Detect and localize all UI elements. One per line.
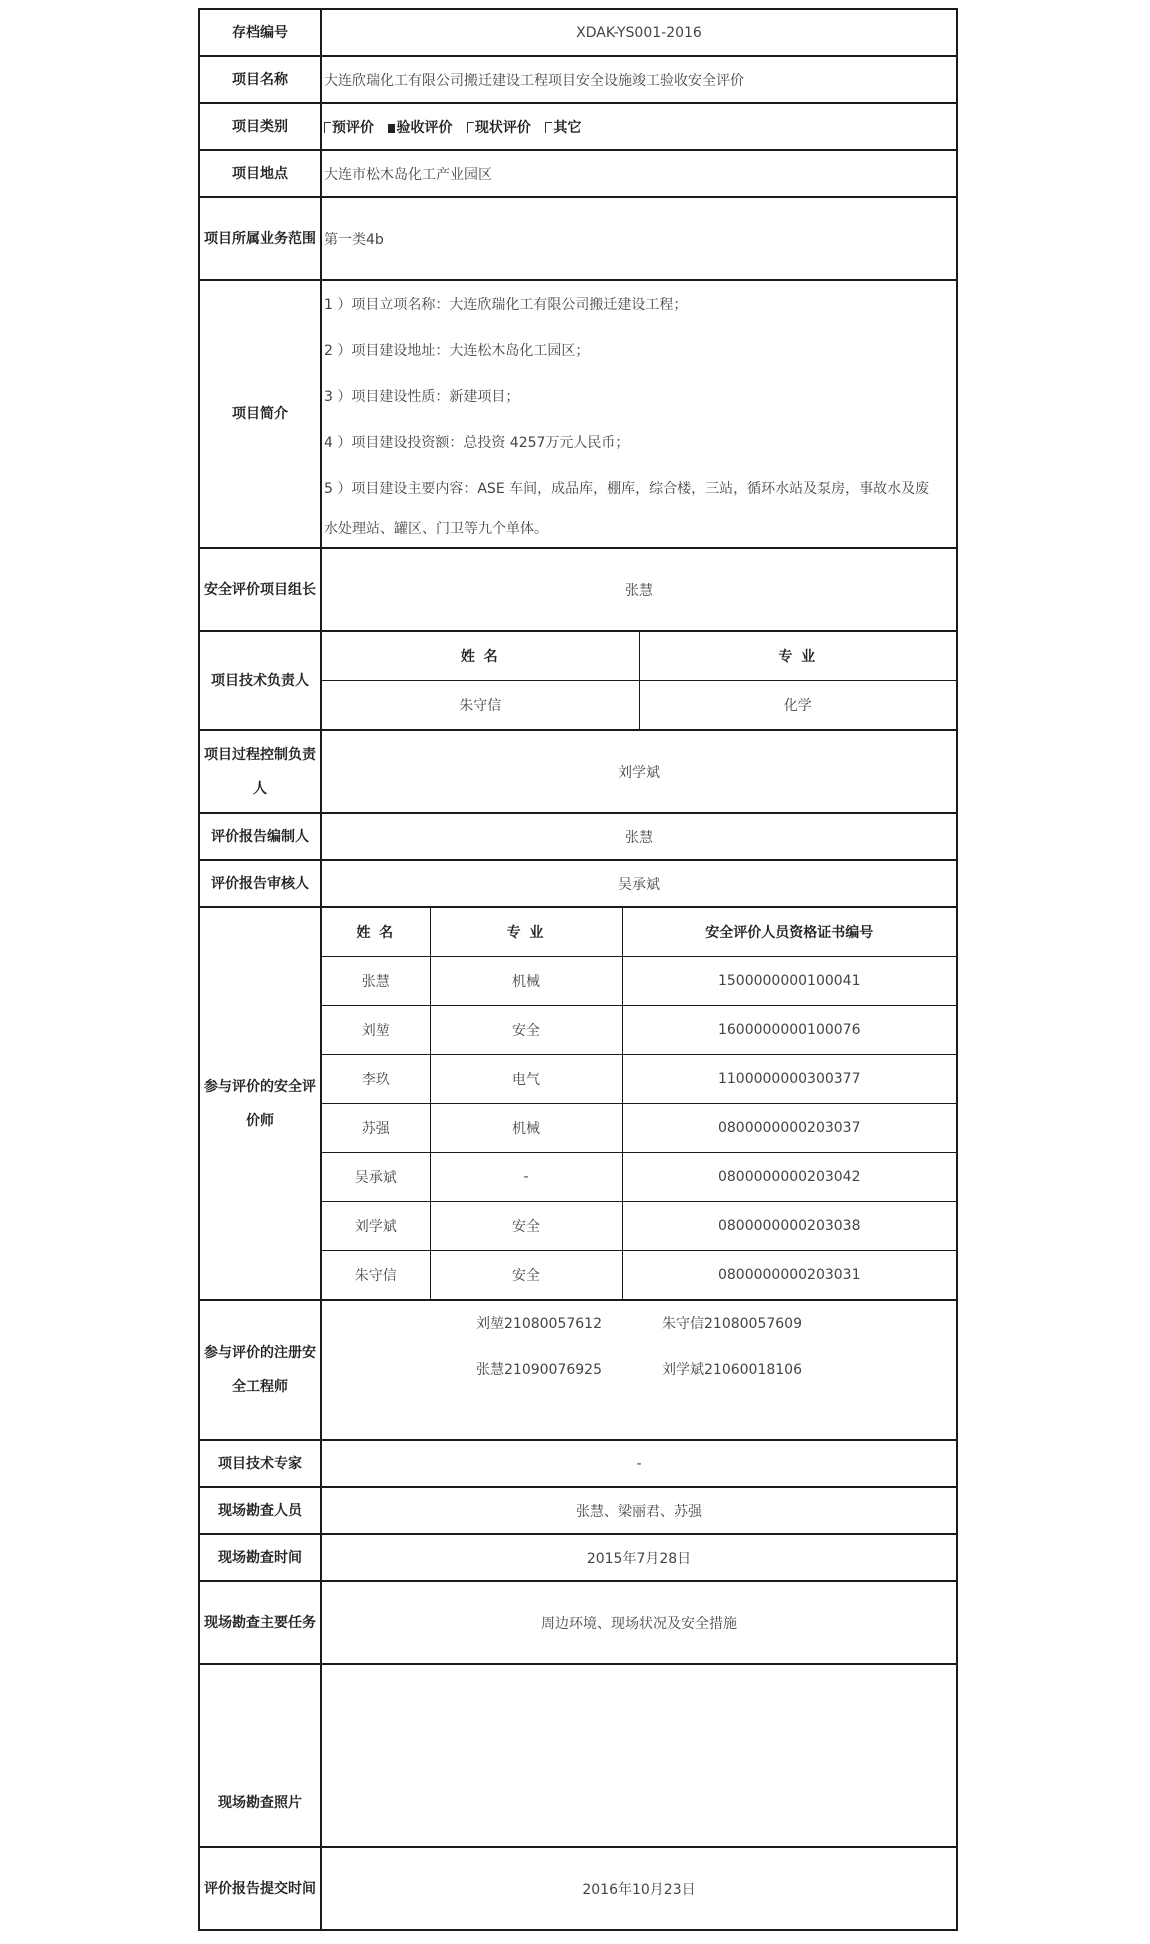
project-location-value: 大连市松木岛化工产业园区 <box>321 150 957 197</box>
tech-lead-name-header: 姓 名 <box>322 632 639 681</box>
report-author-row <box>199 813 957 860</box>
site-task-value: 周边环境、现场状况及安全措施 <box>321 1581 957 1664</box>
evaluator-name-header: 姓 名 <box>322 908 430 957</box>
evaluator-name: 朱守信 <box>322 1251 430 1300</box>
project-intro-content <box>321 280 957 548</box>
evaluator-name: 李玖 <box>322 1055 430 1104</box>
evaluator-name: 吴承斌 <box>322 1153 430 1202</box>
intro-line: 水处理站、罐区、门卫等九个单体。 <box>324 521 548 537</box>
evaluator-name: 刘学斌 <box>322 1202 430 1251</box>
engineers-row <box>199 1300 957 1440</box>
intro-line: 2 ）项目建设地址：大连松木岛化工园区； <box>324 343 590 359</box>
submit-time-label: 评价报告提交时间 <box>199 1847 321 1930</box>
engineer-entry: 朱守信21080057609 <box>662 1316 802 1332</box>
site-staff-row <box>199 1487 957 1534</box>
project-location-row <box>199 150 957 197</box>
evaluation-info-sheet <box>198 8 958 1931</box>
intro-line: 1 ）项目立项名称：大连欣瑞化工有限公司搬迁建设工程； <box>324 297 688 313</box>
report-author-label: 评价报告编制人 <box>199 813 321 860</box>
evaluator-major: 机械 <box>430 957 622 1006</box>
business-scope-row <box>199 197 957 280</box>
evaluator-major-header: 专 业 <box>430 908 622 957</box>
archive-value: XDAK-YS001-2016 <box>321 9 957 56</box>
evaluator-cert: 0800000000203042 <box>622 1153 956 1202</box>
tech-lead-major: 化学 <box>639 681 956 730</box>
archive-row <box>199 9 957 56</box>
experts-label: 项目技术专家 <box>199 1440 321 1487</box>
evaluator-cert: 0800000000203038 <box>622 1202 956 1251</box>
project-name-label: 项目名称 <box>199 56 321 103</box>
unchecked-box-icon <box>324 122 331 133</box>
tech-lead-label: 项目技术负责人 <box>199 631 321 730</box>
site-staff-label: 现场勘查人员 <box>199 1487 321 1534</box>
evaluators-table <box>322 908 956 1299</box>
tech-lead-row <box>199 631 957 730</box>
intro-line: 3 ）项目建设性质：新建项目； <box>324 389 520 405</box>
report-reviewer-row <box>199 860 957 907</box>
site-task-label: 现场勘查主要任务 <box>199 1581 321 1664</box>
table-row <box>322 1251 956 1300</box>
table-row <box>322 1153 956 1202</box>
tech-lead-major-header: 专 业 <box>639 632 956 681</box>
category-option-status[interactable]: 现状评价 <box>467 120 531 136</box>
process-lead-label: 项目过程控制负责人 <box>199 730 321 813</box>
project-name-row <box>199 56 957 103</box>
project-intro-row <box>199 280 957 548</box>
evaluator-major: - <box>430 1153 622 1202</box>
tech-lead-table <box>322 632 956 729</box>
evaluator-cert: 1600000000100076 <box>622 1006 956 1055</box>
engineers-label: 参与评价的注册安全工程师 <box>199 1300 321 1440</box>
site-photos-area <box>321 1664 957 1847</box>
evaluator-name: 刘堃 <box>322 1006 430 1055</box>
business-scope-value: 第一类4b <box>321 197 957 280</box>
category-option-other[interactable]: 其它 <box>545 120 581 136</box>
engineers-list <box>322 1301 956 1393</box>
table-row <box>322 1055 956 1104</box>
evaluators-label: 参与评价的安全评价师 <box>199 907 321 1300</box>
archive-label: 存档编号 <box>199 9 321 56</box>
intro-line: 5 ）项目建设主要内容：ASE 车间，成品库，棚库，综合楼，三站，循环水站及泵房，事故水及废 <box>324 481 930 497</box>
evaluator-cert: 1100000000300377 <box>622 1055 956 1104</box>
intro-line: 4 ）项目建设投资额：总投资 4257万元人民币； <box>324 435 630 451</box>
evaluator-major: 机械 <box>430 1104 622 1153</box>
evaluators-row <box>199 907 957 1300</box>
site-time-label: 现场勘查时间 <box>199 1534 321 1581</box>
report-reviewer-label: 评价报告审核人 <box>199 860 321 907</box>
site-task-row <box>199 1581 957 1664</box>
process-lead-row <box>199 730 957 813</box>
experts-row <box>199 1440 957 1487</box>
evaluator-name: 苏强 <box>322 1104 430 1153</box>
unchecked-box-icon <box>545 122 552 133</box>
project-intro-label: 项目简介 <box>199 280 321 548</box>
evaluator-cert: 0800000000203037 <box>622 1104 956 1153</box>
tech-lead-name: 朱守信 <box>322 681 639 730</box>
evaluator-major: 安全 <box>430 1202 622 1251</box>
evaluator-name: 张慧 <box>322 957 430 1006</box>
unchecked-box-icon <box>467 122 474 133</box>
evaluator-major: 安全 <box>430 1251 622 1300</box>
site-time-value: 2015年7月28日 <box>321 1534 957 1581</box>
project-location-label: 项目地点 <box>199 150 321 197</box>
process-lead-value: 刘学斌 <box>321 730 957 813</box>
report-reviewer-value: 吴承斌 <box>321 860 957 907</box>
team-leader-label: 安全评价项目组长 <box>199 548 321 631</box>
project-category-row <box>199 103 957 150</box>
experts-value: - <box>321 1440 957 1487</box>
project-category-options <box>321 103 957 150</box>
engineer-entry: 刘学斌21060018106 <box>662 1362 802 1378</box>
project-name-value: 大连欣瑞化工有限公司搬迁建设工程项目安全设施竣工验收安全评价 <box>321 56 957 103</box>
info-table <box>198 8 958 1931</box>
report-author-value: 张慧 <box>321 813 957 860</box>
site-time-row <box>199 1534 957 1581</box>
engineer-entry: 张慧21090076925 <box>476 1362 602 1378</box>
table-row <box>322 1202 956 1251</box>
site-photos-label: 现场勘查照片 <box>199 1664 321 1847</box>
project-category-label: 项目类别 <box>199 103 321 150</box>
evaluator-major: 安全 <box>430 1006 622 1055</box>
engineer-entry: 刘堃21080057612 <box>476 1316 602 1332</box>
site-photos-row <box>199 1664 957 1847</box>
table-row <box>322 1104 956 1153</box>
evaluator-cert: 0800000000203031 <box>622 1251 956 1300</box>
business-scope-label: 项目所属业务范围 <box>199 197 321 280</box>
site-staff-value: 张慧、梁丽君、苏强 <box>321 1487 957 1534</box>
submit-time-value: 2016年10月23日 <box>321 1847 957 1930</box>
evaluator-major: 电气 <box>430 1055 622 1104</box>
team-leader-value: 张慧 <box>321 548 957 631</box>
table-row <box>322 957 956 1006</box>
evaluator-cert: 1500000000100041 <box>622 957 956 1006</box>
checked-box-icon <box>388 124 395 133</box>
team-leader-row <box>199 548 957 631</box>
table-row <box>322 1006 956 1055</box>
evaluator-cert-header: 安全评价人员资格证书编号 <box>622 908 956 957</box>
category-option-acceptance[interactable]: 验收评价 <box>388 120 452 136</box>
category-option-pre[interactable]: 预评价 <box>324 120 374 136</box>
submit-time-row <box>199 1847 957 1930</box>
